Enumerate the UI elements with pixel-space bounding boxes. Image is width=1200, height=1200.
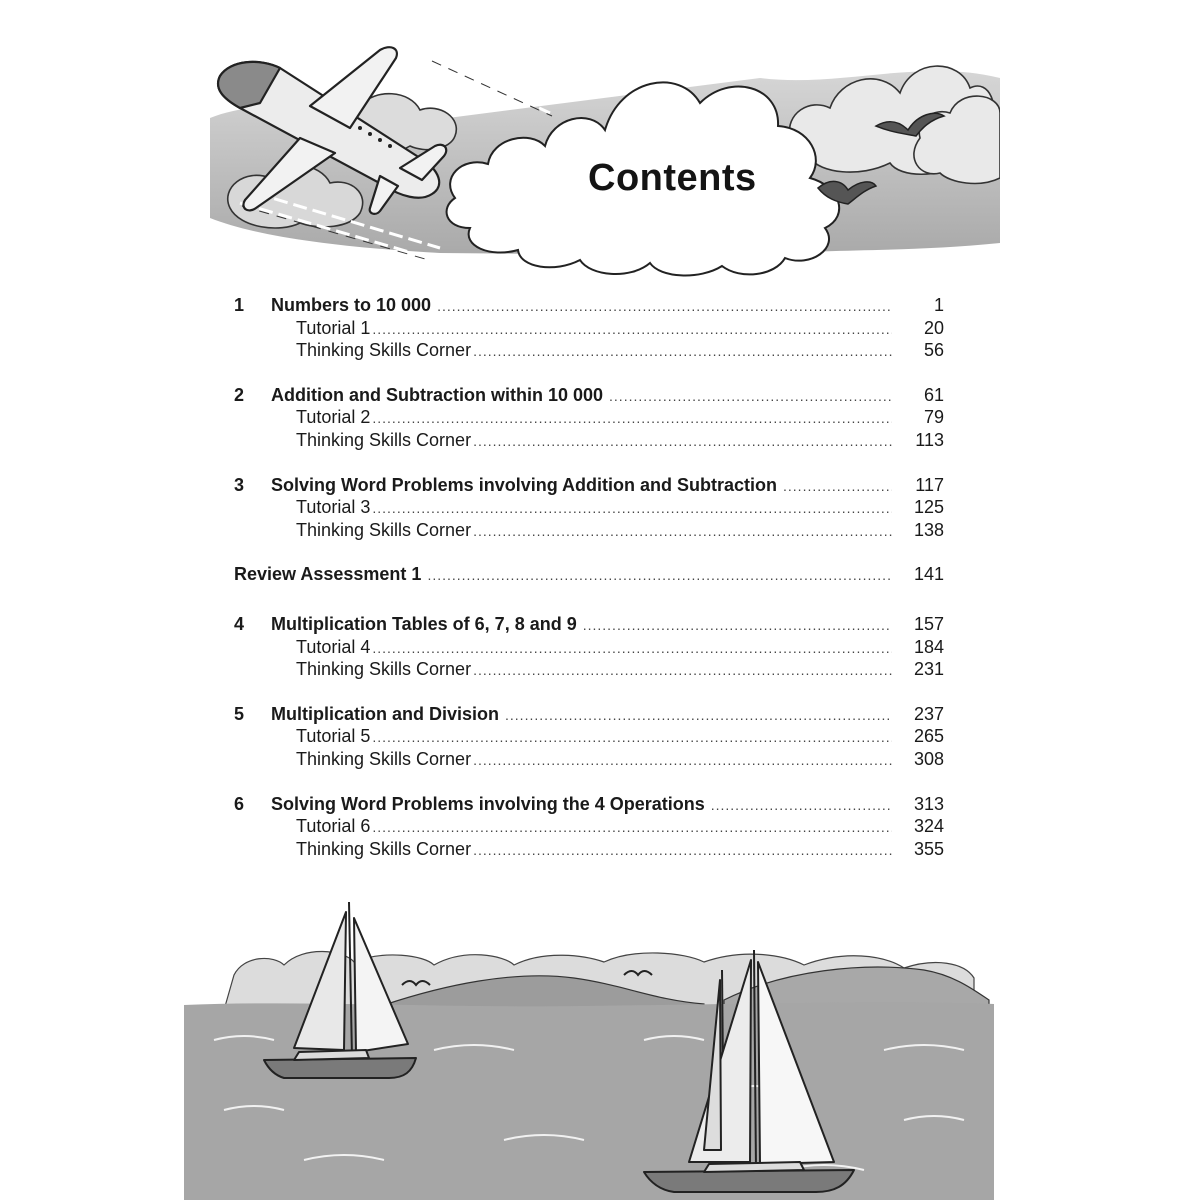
leader-dots xyxy=(372,816,892,839)
page-number: 56 xyxy=(923,340,944,361)
page-title: Contents xyxy=(588,157,757,199)
page-number: 184 xyxy=(913,636,944,657)
toc-entry[interactable] xyxy=(234,294,944,317)
page-number: 324 xyxy=(913,816,944,837)
leader-dots xyxy=(372,407,892,430)
leader-dots xyxy=(372,497,892,520)
toc-subentry[interactable] xyxy=(234,496,944,519)
chapter-entry xyxy=(234,703,944,771)
toc-subentry[interactable] xyxy=(234,748,944,771)
toc-subentry[interactable] xyxy=(234,429,944,452)
chapter-entry xyxy=(234,294,944,362)
page-number: 237 xyxy=(913,703,944,724)
leader-dots xyxy=(372,726,892,749)
toc-entry[interactable] xyxy=(234,793,944,816)
subentry-label: Tutorial 2 xyxy=(296,407,371,428)
page-number: 138 xyxy=(913,519,944,540)
page-number: 141 xyxy=(913,564,944,585)
leader-dots xyxy=(437,295,892,318)
leader-dots xyxy=(473,749,892,772)
page-number: 61 xyxy=(923,384,944,405)
page-number: 313 xyxy=(913,793,944,814)
leader-dots xyxy=(372,637,892,660)
review-title: Review Assessment 1 xyxy=(234,564,422,585)
toc-entry[interactable] xyxy=(234,703,944,726)
leader-dots xyxy=(372,318,892,341)
toc-subentry[interactable] xyxy=(234,725,944,748)
footer-illustration xyxy=(184,900,994,1200)
leader-dots xyxy=(427,564,892,587)
subentry-label: Thinking Skills Corner xyxy=(296,340,472,361)
chapter-title: Solving Word Problems involving the 4 Operations xyxy=(271,793,705,814)
chapter-entry xyxy=(234,793,944,861)
toc-subentry[interactable] xyxy=(234,815,944,838)
page-number: 157 xyxy=(913,613,944,634)
review-entry xyxy=(234,563,944,586)
page-number: 113 xyxy=(915,429,944,450)
leader-dots xyxy=(473,839,892,862)
chapter-entry xyxy=(234,474,944,542)
chapter-title: Multiplication Tables of 6, 7, 8 and 9 xyxy=(271,613,577,634)
chapter-entry xyxy=(234,384,944,452)
subentry-label: Thinking Skills Corner xyxy=(296,519,472,540)
chapter-title: Multiplication and Division xyxy=(271,703,500,724)
leader-dots xyxy=(711,794,892,817)
subentry-label: Thinking Skills Corner xyxy=(296,748,472,769)
subentry-label: Tutorial 4 xyxy=(296,636,371,657)
leader-dots xyxy=(609,385,892,408)
chapter-number: 4 xyxy=(234,613,245,634)
chapter-title: Solving Word Problems involving Addition and Subtraction xyxy=(271,474,778,495)
page-number: 355 xyxy=(913,838,944,859)
leader-dots xyxy=(783,475,892,498)
chapter-number: 3 xyxy=(234,474,245,495)
toc-subentry[interactable] xyxy=(234,658,944,681)
subentry-label: Tutorial 6 xyxy=(296,816,371,837)
page-number: 79 xyxy=(923,407,944,428)
chapter-number: 5 xyxy=(234,703,245,724)
leader-dots xyxy=(473,520,892,543)
toc-entry[interactable] xyxy=(234,384,944,407)
page-number: 265 xyxy=(913,726,944,747)
chapter-title: Numbers to 10 000 xyxy=(271,295,432,315)
subentry-label: Thinking Skills Corner xyxy=(296,659,472,680)
subentry-label: Thinking Skills Corner xyxy=(296,838,472,859)
subentry-label: Tutorial 5 xyxy=(296,726,371,747)
toc-subentry[interactable] xyxy=(234,838,944,861)
page-number: 231 xyxy=(913,659,944,680)
leader-dots xyxy=(583,614,892,637)
chapter-entry xyxy=(234,613,944,681)
page-number: 117 xyxy=(915,474,944,495)
subentry-label: Thinking Skills Corner xyxy=(296,429,472,450)
chapter-title: Addition and Subtraction within 10 000 xyxy=(271,384,604,405)
page-number: 308 xyxy=(913,748,944,769)
toc-subentry[interactable] xyxy=(234,636,944,659)
chapter-number: 1 xyxy=(234,295,245,315)
chapter-number: 6 xyxy=(234,793,245,814)
chapter-number: 2 xyxy=(234,384,245,405)
toc-subentry[interactable] xyxy=(234,519,944,542)
leader-dots xyxy=(505,704,892,727)
page-number: 20 xyxy=(923,317,944,338)
subentry-label: Tutorial 3 xyxy=(296,497,371,518)
toc-entry[interactable] xyxy=(234,613,944,636)
toc-subentry[interactable] xyxy=(234,339,944,362)
toc-subentry[interactable] xyxy=(234,317,944,340)
toc-entry[interactable] xyxy=(234,563,944,586)
leader-dots xyxy=(473,340,892,363)
leader-dots xyxy=(473,430,892,453)
page-number: 1 xyxy=(933,295,944,315)
table-of-contents xyxy=(234,294,944,882)
page-number: 125 xyxy=(913,497,944,518)
leader-dots xyxy=(473,659,892,682)
toc-subentry[interactable] xyxy=(234,406,944,429)
header-illustration xyxy=(200,18,1000,280)
toc-entry[interactable] xyxy=(234,474,944,497)
subentry-label: Tutorial 1 xyxy=(296,317,371,338)
